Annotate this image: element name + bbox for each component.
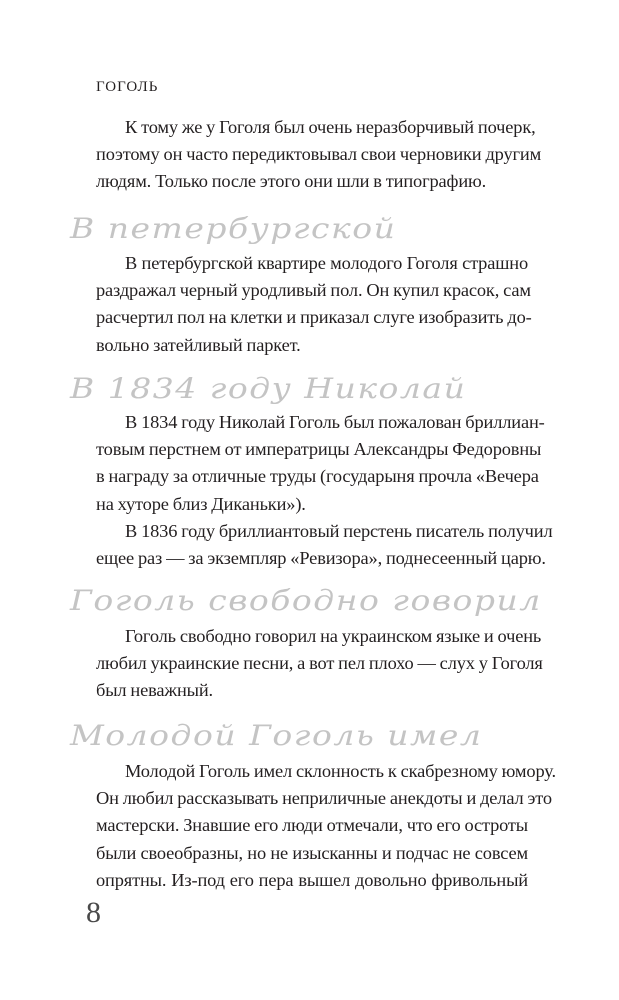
text-line: был неважный.: [96, 680, 213, 701]
text-line: людям. Только после этого они шли в типографию.: [96, 171, 487, 192]
paragraph: [96, 409, 545, 518]
section-ukrainian-language: [96, 623, 543, 705]
text-line: раздражал черный уродливый пол. Он купил красок, сам: [96, 280, 531, 301]
script-heading: В петербургской: [70, 211, 397, 245]
paragraph: [96, 758, 556, 894]
text-line: были своеобразны, но не изысканны и подчас не совсем: [96, 842, 528, 863]
text-line: на хуторе близ Диканьки»).: [96, 493, 306, 514]
text-line: В 1836 году бриллиантовый перстень писатель получил: [125, 520, 553, 541]
script-heading: Молодой Гоголь имел: [70, 718, 483, 752]
text-line: в награду за отличные труды (государыня прочла «Вечера: [96, 466, 539, 487]
running-head: ГОГОЛЬ: [96, 79, 159, 95]
text-line: любил украинские песни, а вот пел плохо — слух у Гоголя: [96, 653, 543, 674]
section-handwriting: [96, 114, 542, 196]
text-line: ещее раз — за экземпляр «Ревизора», поднесеенный царю.: [96, 547, 546, 568]
page-number: 8: [86, 896, 101, 929]
text-line: К тому же у Гоголя был очень неразборчивый почерк,: [125, 117, 536, 137]
script-heading: В 1834 году Николай: [70, 371, 467, 405]
section-petersburg-apartment: [96, 250, 532, 359]
section-humor: [96, 758, 556, 894]
paragraph: [96, 250, 532, 359]
text-line: Он любил рассказывать неприличные анекдоты и делал это: [96, 788, 552, 809]
text-line: мастерски. Знавшие его люди отмечали, что его остроты: [96, 815, 529, 836]
text-line: В петербургской квартире молодого Гоголя страшно: [125, 253, 528, 273]
text-line: поэтому он часто передиктовывал свои черновики другим: [96, 144, 542, 165]
text-line: В 1834 году Николай Гоголь был пожалован бриллиан-: [125, 412, 545, 432]
text-line: опрятны. Из-под его пера вышел довольно фривольный: [96, 869, 528, 890]
paragraph: [96, 114, 542, 196]
text-line: Гоголь свободно говорил на украинском языке и очень: [125, 626, 542, 646]
paragraph: [96, 623, 543, 705]
paragraph: [96, 518, 553, 572]
text-line: товым перстнем от императрицы Александры Федоровны: [96, 439, 542, 460]
text-line: расчертил пол на клетки и приказал слуге изобразить до-: [96, 307, 532, 328]
section-diamond-ring: [96, 409, 553, 572]
text-line: вольно затейливый паркет.: [96, 334, 301, 355]
text-line: Молодой Гоголь имел склонность к скабрезному юмору.: [125, 761, 556, 781]
script-heading: Гоголь свободно говорил: [70, 583, 542, 617]
